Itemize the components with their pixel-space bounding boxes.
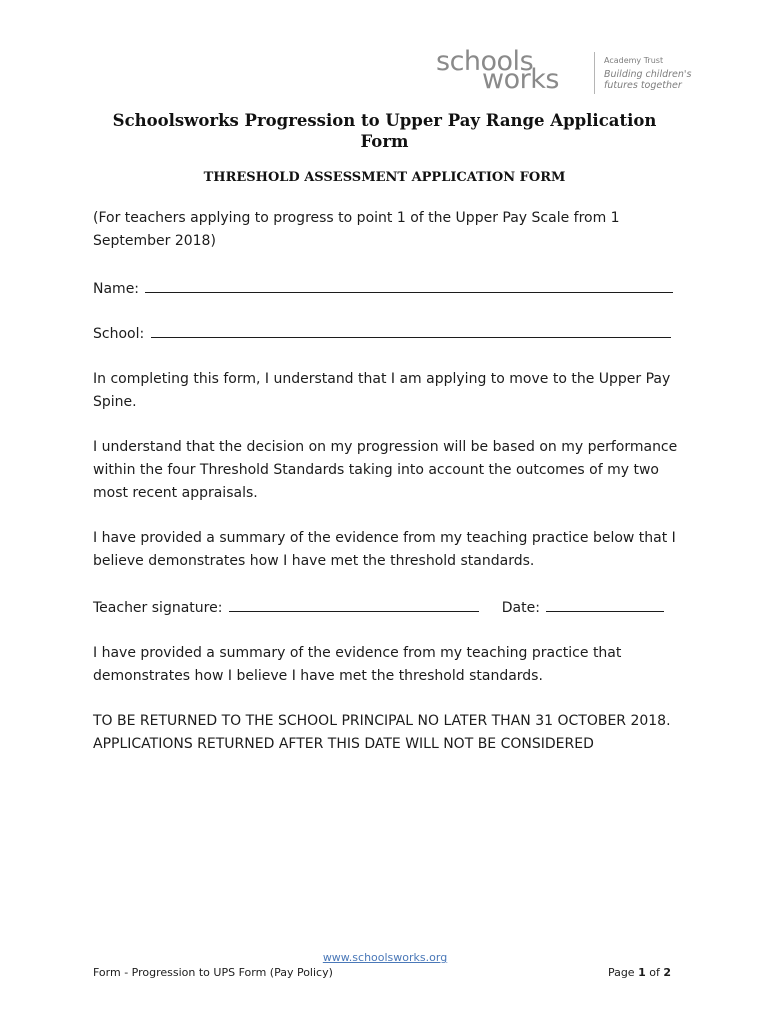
name-field[interactable] (93, 276, 673, 301)
paragraph-decision: I understand that the decision on my progression will be based on my performance within the four Threshold Standards taking into account the outcomes of my two most recent appraisals. (93, 439, 678, 501)
intro-text: (For teachers applying to progress to point 1 of the Upper Pay Scale from 1 September 2018) (93, 210, 620, 249)
paragraph-evidence-below: I have provided a summary of the evidence from my teaching practice below that I believe demonstrates how I have met the threshold standards. (93, 530, 676, 569)
logo-word-works: works (482, 64, 559, 95)
footer-website-link[interactable]: www.schoolsworks.org (322, 951, 448, 964)
date-line[interactable] (546, 595, 664, 612)
logo-tagline-building: Building children's (604, 69, 692, 80)
page-current: 1 (638, 966, 646, 979)
signature-label: Teacher signature: (93, 600, 223, 616)
signature-line[interactable] (229, 595, 479, 612)
school-field[interactable] (93, 321, 671, 346)
name-line[interactable] (145, 276, 673, 293)
logo-word-schools: schools (436, 46, 534, 77)
date-label: Date: (501, 600, 540, 616)
logo-tagline-academy: Academy Trust (604, 56, 664, 65)
school-label: School: (93, 326, 145, 342)
schoolsworks-logo (436, 46, 692, 96)
logo-tagline-futures: futures together (604, 80, 682, 91)
return-notice: TO BE RETURNED TO THE SCHOOL PRINCIPAL NO LATER THAN 31 OCTOBER 2018. APPLICATIONS RETURNED AFTER THIS DATE WILL NOT BE CONSIDERED (93, 713, 671, 752)
footer-page-number (608, 966, 671, 979)
document-subtitle: THRESHOLD ASSESSMENT APPLICATION FORM (203, 170, 566, 185)
signature-row[interactable] (93, 595, 664, 620)
page-word: Page (607, 966, 635, 979)
footer-form-name: Form - Progression to UPS Form (Pay Policy) (93, 966, 333, 979)
paragraph-evidence: I have provided a summary of the evidence from my teaching practice that demonstrates how I believe I have met the threshold standards. (93, 645, 622, 684)
logo-divider (594, 52, 595, 94)
school-line[interactable] (151, 321, 671, 338)
name-label: Name: (93, 281, 140, 297)
paragraph-understanding: In completing this form, I understand that I am applying to move to the Upper Pay Spine. (93, 371, 671, 410)
page-total: 2 (663, 966, 671, 979)
document-title: Schoolsworks Progression to Upper Pay Range Application Form (112, 111, 657, 151)
of-word: of (649, 966, 660, 979)
